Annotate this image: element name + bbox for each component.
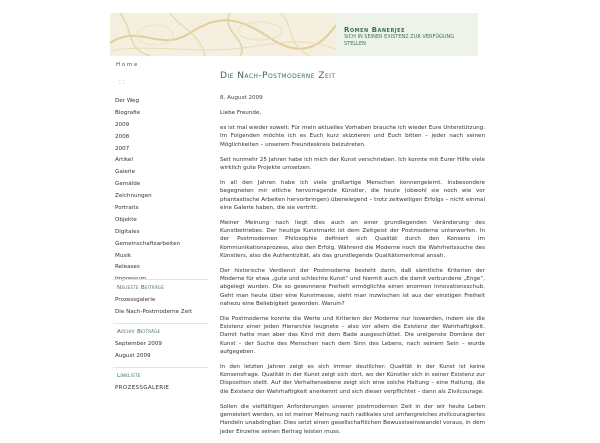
link-prozessgalerie[interactable]: PROZESSGALERIE [115,385,170,391]
nav-item-releases[interactable]: Releases [115,264,140,271]
nav-item-biografie[interactable]: Biografie [115,109,141,116]
nav-item-impressum[interactable]: Impressum [115,276,147,283]
post-paragraph: Der historische Verdienst der Postmoderne besteht darin, daß sämtliche Kriterien der Moderne für etwa „gute und schlechte Kunst“ und hiermit auch die damit verbundene „Enge“, abgelegt wurden. Die so gewonnene Freiheit ermöglichte einen enormen Innovationsschub. Geht man heute über eine Kunstmesse, sieht man inzwischen ist aus der einstigen Freiheit nahezu eine Beliebigkeit geworden. Warum? [220,268,485,307]
home-link[interactable]: Home [116,62,139,68]
post-paragraph: In all den Jahren habe ich viele großartige Menschen kennengelernt. Insbesondere begegneten mir etliche hervorragende Künstler, die heute (obwohl sie noch wie vor phantastische Arbeiten hervorbringen) überwiegend – trotz zeitweiligen Erfolgs – nicht einmal eine Galerie haben, die sie vertritt. [220,180,485,211]
post-paragraph: Sollen die vielfältigen Anforderungen unserer postmodernen Zeit in der wir heute Leben gemeistert werden, so ist meiner Meinung nach radikales und umfangreiches zivilcouragiertes Handeln unabdingbar. Dies setzt einen gesellschaftlichen Bewusstseinswandel voraus, in dem jeder Einzelne seinen Beitrag leisten muss. [220,403,485,435]
post-paragraph: In den letzten Jahren zeigt es sich immer deutlicher: Qualität in der Kunst ist keine Konsensfrage. Qualität in der Kunst zeigt sich dort, wo der Künstler sich in seiner Existenz zur Disposition stellt. Auf der Verhaltensebene zeigt sich eine solche Haltung – eine Haltung, die die Existenz der Wahrhaftigkeit anerkennt und sich dieser verpflichtet – dann als Zivilcourage. [220,364,485,395]
main-content [220,70,488,435]
site-title[interactable]: Romen Banerjee [344,26,405,34]
recent-posts-widget [113,279,208,318]
header-text-panel [336,13,478,56]
page-navigation [115,96,180,286]
nav-item-musik[interactable]: Musik [115,252,132,259]
links-heading: Linkliste [117,373,141,379]
nav-item-der-weg[interactable]: Der Weg [115,98,140,104]
post-title[interactable]: Die Nach-Postmoderne Zeit [220,70,336,81]
site-tagline: SICH IN SEINER EXISTENZ ZUR VERFÜGUNG STELLEN [344,34,455,47]
recent-post-link[interactable]: Prozessgalerie [115,297,156,303]
recent-post-link[interactable]: Die Nach-Postmoderne Zeit [115,308,192,315]
links-widget [113,367,208,395]
archive-link[interactable]: September 2009 [115,341,162,347]
header-artwork [110,13,336,56]
archive-link[interactable]: August 2009 [115,352,151,359]
nav-item-zeichnungen[interactable]: Zeichnungen [115,193,152,200]
nav-item-artikel[interactable]: Artikel [115,157,133,164]
nav-item-2007[interactable]: 2007 [115,145,130,152]
post-date: 8. August 2009 [220,95,263,101]
archive-heading: Archiv Beiträge [117,329,161,335]
post-paragraph: Liebe Freunde, [220,110,262,116]
archive-widget [113,323,208,362]
post-paragraph: Seit nunmehr 25 Jahren habe ich mich der Kunst verschrieben. Ich konnte mit Eurer Hilfe viele wirklich gute Projekte umsetzen. [220,156,485,172]
nav-item-objekte[interactable]: Objekte [115,216,137,223]
sidebar [113,60,208,400]
post-paragraph: es ist mal wieder soweit: Für mein aktuelles Vorhaben brauche ich wieder Eure Unterstützung. Im Folgenden möchte ich es Euch kurz skizzieren und Euch bitten – jeder nach seinen Möglichkeiten – unserem Freundeskreis beizutreten. [220,125,485,148]
post-paragraph: Meiner Meinung nach liegt dies auch an einer grundlegenden Veränderung des Kunstbetriebes. Der heutige Kunstmarkt ist dem Zeitgeist der Postmoderne unterworfen. In der Postmodernen Philosophie definiert sich Qualität durch den Konsens im Kommunikationsprozess, also den Erfolg. Während die Moderne noch die Wahrheitssuche des Künstlers, also die Authentizität, als das grundlegende Qualitätsmerkmal ansah. [220,220,485,259]
decorative-dots-icon: ⁚⁚ [119,80,127,86]
post-body [220,109,485,443]
nav-item-2008[interactable]: 2008 [115,133,130,140]
site-header [110,13,478,56]
nav-item-gemaelde[interactable]: Gemälde [115,181,141,188]
nav-item-digitales[interactable]: Digitales [115,228,140,235]
recent-posts-heading: Neueste Beiträge [117,285,165,291]
nav-item-2009[interactable]: 2009 [115,121,130,128]
nav-item-portraits[interactable]: Portraits [115,205,139,212]
post-paragraph: Die Postmoderne konnte die Werte und Kriterien der Moderne nur loswerden, indem sie die Existenz einer jeden Hierarchie leugnete – also vor allem die Existenz der Wahrhaftigkeit. Damit hatte man aber das Kind mit dem Bade ausgeschüttet. Die ureigenste Domäne der Kunst – der Suche des Menschen nach dem Sinn des Lebens, nach seinem Sein – wurde aufgegeben. [220,316,485,355]
nav-item-galerie[interactable]: Galerie [115,169,136,176]
nav-item-gemeinschaftsarbeiten[interactable]: Gemeinschaftsarbeiten [115,240,181,247]
